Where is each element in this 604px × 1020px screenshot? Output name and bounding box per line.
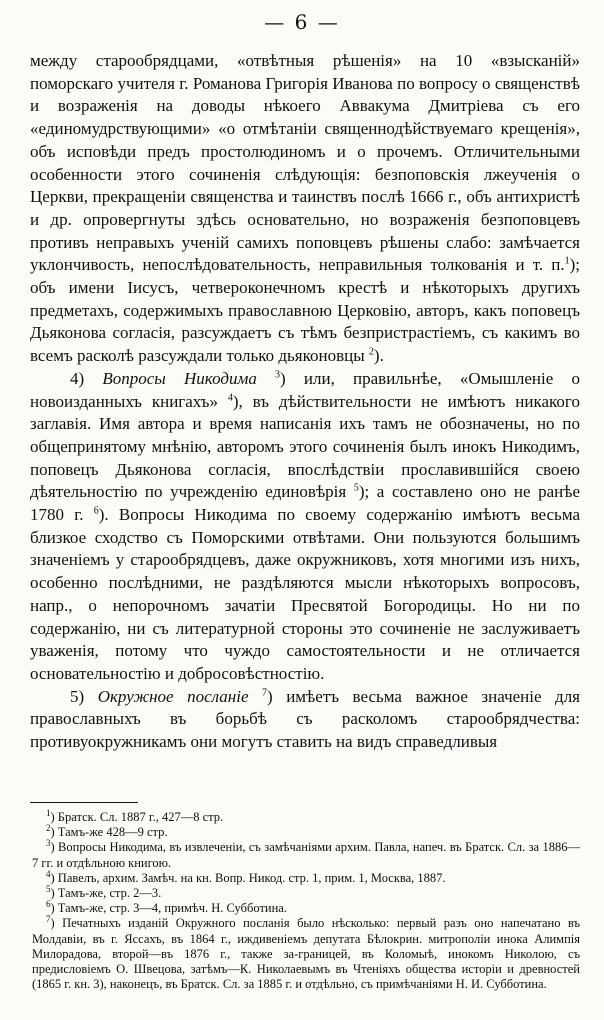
text-run: ), въ дѣйствительности не имѣютъ никакого заглавія. Имя автора и время написанія ихъ тамъ не обозначены, но по общепринятому мнѣнію, авторомъ этого сочиненія былъ инокъ Никодимъ, поповецъ Дьяконова согласія, впослѣдствіи прославившійся своею дѣятельностію по учрежденію единовѣрія	[30, 391, 580, 502]
footnote-reference: 4	[227, 391, 233, 403]
footnote-reference: 7	[262, 687, 268, 699]
text-run: 4)	[70, 368, 103, 388]
footnote-mark: 3	[46, 838, 51, 849]
footnote	[32, 916, 580, 992]
footnote-mark: 1	[46, 807, 51, 818]
text-run: ); а составлено оно не ранѣе 1780 г.	[30, 482, 581, 525]
footnote-reference: 5	[353, 482, 359, 494]
footnote-mark: 5	[46, 883, 51, 894]
footnote	[32, 901, 580, 916]
footnotes	[32, 807, 580, 992]
footnote-text: Тамъ-же 428—9 стр.	[57, 825, 168, 840]
text-run: 5)	[70, 686, 98, 706]
footnote-text: Тамъ-же, стр. 3—4, примѣч. Н. Субботина.	[57, 901, 287, 916]
footnote	[32, 840, 580, 870]
footnote-mark: 2	[46, 823, 51, 834]
footnote	[32, 807, 580, 825]
footnote-mark-paren: )	[50, 870, 58, 885]
text-run: между старообрядцами, «отвѣтныя рѣшенія» на 10 «взысканій» поморскаго учителя г. Романова Григорія Иванова по вопросу о священствѣ и возраженія на доводы нѣкоего Аввакума Дмитріева съ его «единомудрствующими» «о отмѣтаніи священнодѣйствуемаго крещенія», объ исповѣди предъ простолюдиномъ и о прочемъ. Отличительными особенности этого сочиненія слѣдующія: безпоповскія лжеученія о Церкви, прекращеніи священства и таинствъ послѣ 1666 г., объ антихристѣ и др. опровергнуты здѣсь основательно, но возраженія безпоповцевъ противъ неправыхъ ученій самихъ поповцевъ рѣшены слабо: замѣчается уклончивость, непослѣдовательность, неправильныя толкованія и т. п.	[30, 51, 580, 275]
footnote	[32, 868, 580, 886]
footnote-text: Братск. Сл. 1887 г., 427—8 стр.	[57, 810, 224, 824]
footnote-mark-paren: )	[50, 901, 58, 916]
text-run: ) имѣетъ весьма важное значеніе для православныхъ въ борьбѣ съ расколомъ старообрядчества: противуокружникамъ они могутъ ставить на видъ справедливыя	[30, 686, 581, 752]
paragraph	[30, 368, 580, 686]
footnote-mark: 4	[46, 868, 51, 879]
italic-title: Окружное посланіе	[97, 686, 249, 706]
text-run	[257, 369, 275, 388]
paragraph	[30, 50, 580, 368]
footnote-mark-paren: )	[50, 810, 58, 824]
text-run: ).	[373, 346, 384, 366]
main-text	[30, 50, 580, 754]
text-run	[249, 687, 263, 706]
page-number: — 6 —	[264, 10, 340, 34]
paragraph	[30, 686, 580, 754]
text-run: ). Вопросы Никодима по своему содержанію имѣютъ весьма близкое сходство съ Поморскими отвѣтами. Они пользуются большимъ значеніемъ у старообрядцевъ, даже окружниковъ, хотя многими изъ нихъ, особенно послѣдними, не раздѣляются мысли нѣкоторыхъ вопросовъ, напр., о непорочномъ зачатіи Пресвятой Богородицы. Но ни по содержанію, ни съ литературной стороны это сочиненіе не заслуживаетъ уваженія, потому что чуждо самостоятельности и не отличается основательностію и добросовѣстностію.	[30, 505, 581, 683]
footnote-reference: 6	[93, 505, 99, 517]
footnote-text: Печатныхъ изданій Окружного посланія было нѣсколько: первый разъ оно напечатано въ Молдавіи, въ г. Яссахъ, въ 1864 г., иждивеніемъ депутата Бѣлокрин. митрополіи инока Алимпія Милорадова, второй—въ 1876 г., также за-границей, въ Коломыѣ, инокомъ Николою, съ предисловіемъ О. Швецова, затѣмъ—К. Николаевымъ въ Чтеніяхъ общества исторіи и древностей (1865 г. кн. 3), наконецъ, въ Братск. Сл. за 1885 г. и отдѣльно, съ примѣчаніями Н. И. Субботина.	[32, 916, 580, 992]
footnote-text: Вопросы Никодима, въ извлеченіи, съ замѣчаніями архим. Павла, напеч. въ Братск. Сл. за 1886—7 гг. и отдѣльною книгою.	[32, 840, 580, 870]
footnote-text: Тамъ-же, стр. 2—3.	[57, 886, 162, 901]
footnote-mark-paren: )	[50, 825, 58, 840]
footnote-divider	[30, 802, 138, 803]
footnote-reference: 1	[564, 255, 570, 267]
footnote-mark: 6	[46, 899, 51, 910]
footnote	[32, 883, 580, 901]
footnote-mark: 7	[46, 914, 51, 925]
italic-title: Вопросы Никодима	[102, 368, 257, 388]
footnote-mark-paren: )	[50, 886, 58, 901]
footnote-text: Павелъ, архим. Замѣч. на кн. Вопр. Никод. стр. 1, прим. 1, Москва, 1887.	[57, 870, 446, 885]
footnote-reference: 3	[275, 369, 281, 381]
footnote-mark-paren: )	[50, 840, 59, 855]
footnote-mark-paren: )	[50, 916, 63, 931]
footnote	[32, 825, 580, 840]
text-run: ) или, правильнѣе, «Омышленіе о новоизданныхъ книгахъ»	[30, 368, 580, 411]
footnote-reference: 2	[368, 346, 374, 358]
text-run: ); объ имени Іисусъ, четвероконечномъ крестѣ и нѣкоторыхъ другихъ предметахъ, содержимыхъ православною Церковію, авторъ, какъ поповецъ Дьяконова согласія, разсуждаетъ съ тѣмъ безпристрастіемъ, съ какимъ во всемъ расколѣ разсуждали только дьяконовцы	[30, 255, 580, 366]
